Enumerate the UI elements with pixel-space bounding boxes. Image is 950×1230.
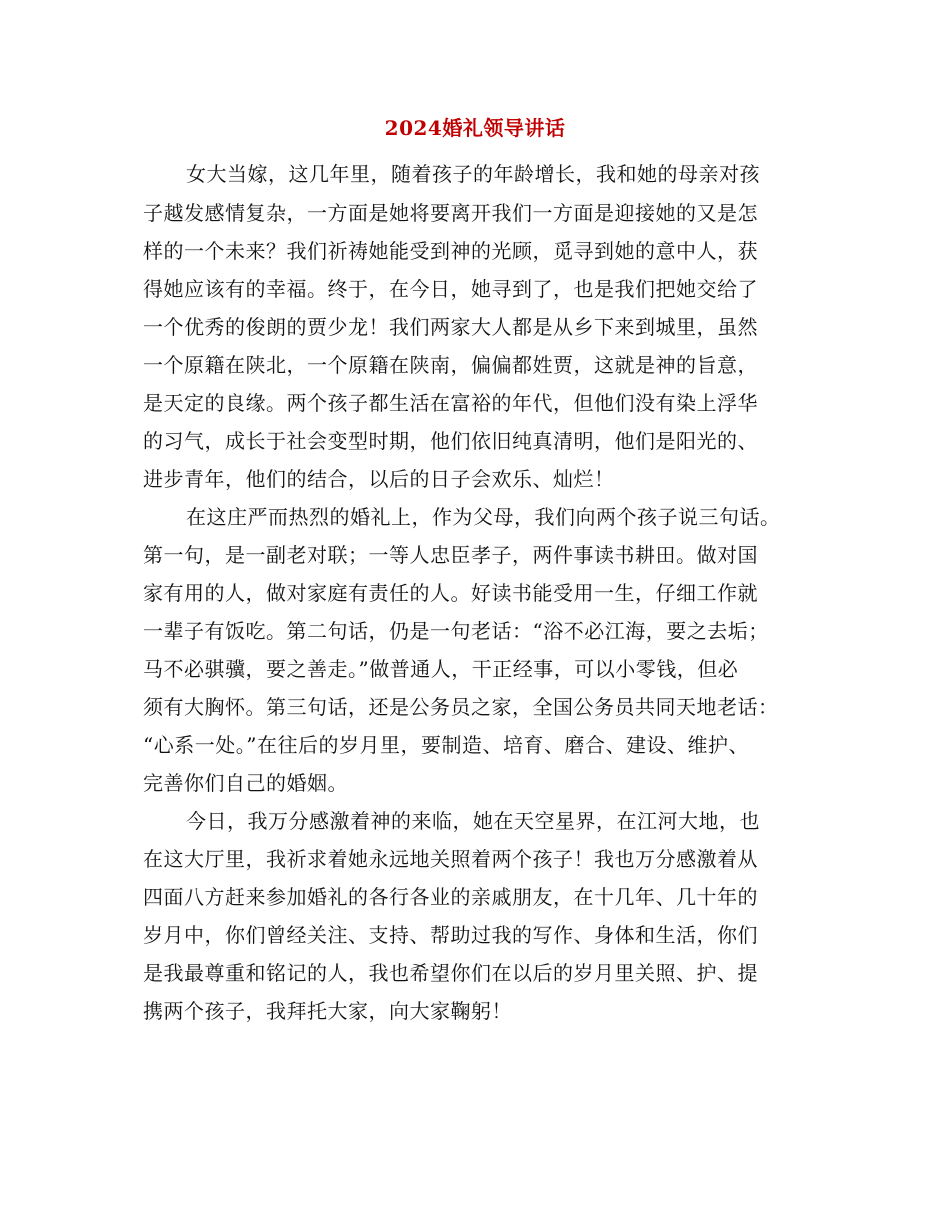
body-line: 携两个孩子，我拜托大家，向大家鞠躬！	[143, 999, 512, 1023]
body-line: 完善你们自己的婚姻。	[143, 771, 348, 795]
body-line: 马不必骐骥，要之善走。”做普通人，干正经事，可以小零钱，但必	[143, 657, 739, 681]
document-title: 2024婚礼领导讲话	[384, 116, 566, 140]
body-line: 的习气，成长于社会变型时期，他们依旧纯真清明，他们是阳光的、	[143, 429, 758, 453]
body-line: 女大当嫁，这几年里，随着孩子的年龄增长，我和她的母亲对孩	[186, 162, 760, 186]
body-line: 在这庄严而热烈的婚礼上，作为父母，我们向两个孩子说三句话。	[186, 505, 781, 529]
body-line: 是天定的良缘。两个孩子都生活在富裕的年代，但他们没有染上浮华	[143, 391, 758, 415]
body-line: 一个优秀的俊朗的贾少龙！我们两家大人都是从乡下来到城里，虽然	[143, 315, 758, 339]
body-line: 子越发感情复杂，一方面是她将要离开我们一方面是迎接她的又是怎	[143, 201, 758, 225]
body-line: “心系一处。”在往后的岁月里，要制造、培育、磨合、建设、维护、	[143, 733, 749, 757]
body-line: 得她应该有的幸福。终于，在今日，她寻到了，也是我们把她交给了	[143, 277, 758, 301]
body-line: 家有用的人，做对家庭有责任的人。好读书能受用一生，仔细工作就	[143, 581, 758, 605]
body-line: 第一句，是一副老对联；一等人忠臣孝子，两件事读书耕田。做对国	[143, 543, 758, 567]
body-line: 进步青年，他们的结合，以后的日子会欢乐、灿烂！	[143, 467, 615, 491]
body-line: 今日，我万分感激着神的来临，她在天空星界，在江河大地，也	[186, 809, 760, 833]
body-line: 四面八方赶来参加婚礼的各行各业的亲戚朋友，在十几年、几十年的	[143, 885, 758, 909]
body-line: 一个原籍在陕北，一个原籍在陕南，偏偏都姓贾，这就是神的旨意，	[143, 353, 758, 377]
body-line: 是我最尊重和铭记的人，我也希望你们在以后的岁月里关照、护、提	[143, 961, 758, 985]
body-line: 在这大厅里，我祈求着她永远地关照着两个孩子！我也万分感激着从	[143, 847, 758, 871]
body-line: 一辈子有饭吃。第二句话，仍是一句老话：“浴不必江海，要之去垢；	[143, 619, 769, 643]
body-line: 样的一个未来？我们祈祷她能受到神的光顾，觅寻到她的意中人，获	[143, 239, 758, 263]
body-line: 须有大胸怀。第三句话，还是公务员之家，全国公务员共同天地老话：	[143, 695, 779, 719]
body-line: 岁月中，你们曾经关注、支持、帮助过我的写作、身体和生活，你们	[143, 923, 758, 947]
